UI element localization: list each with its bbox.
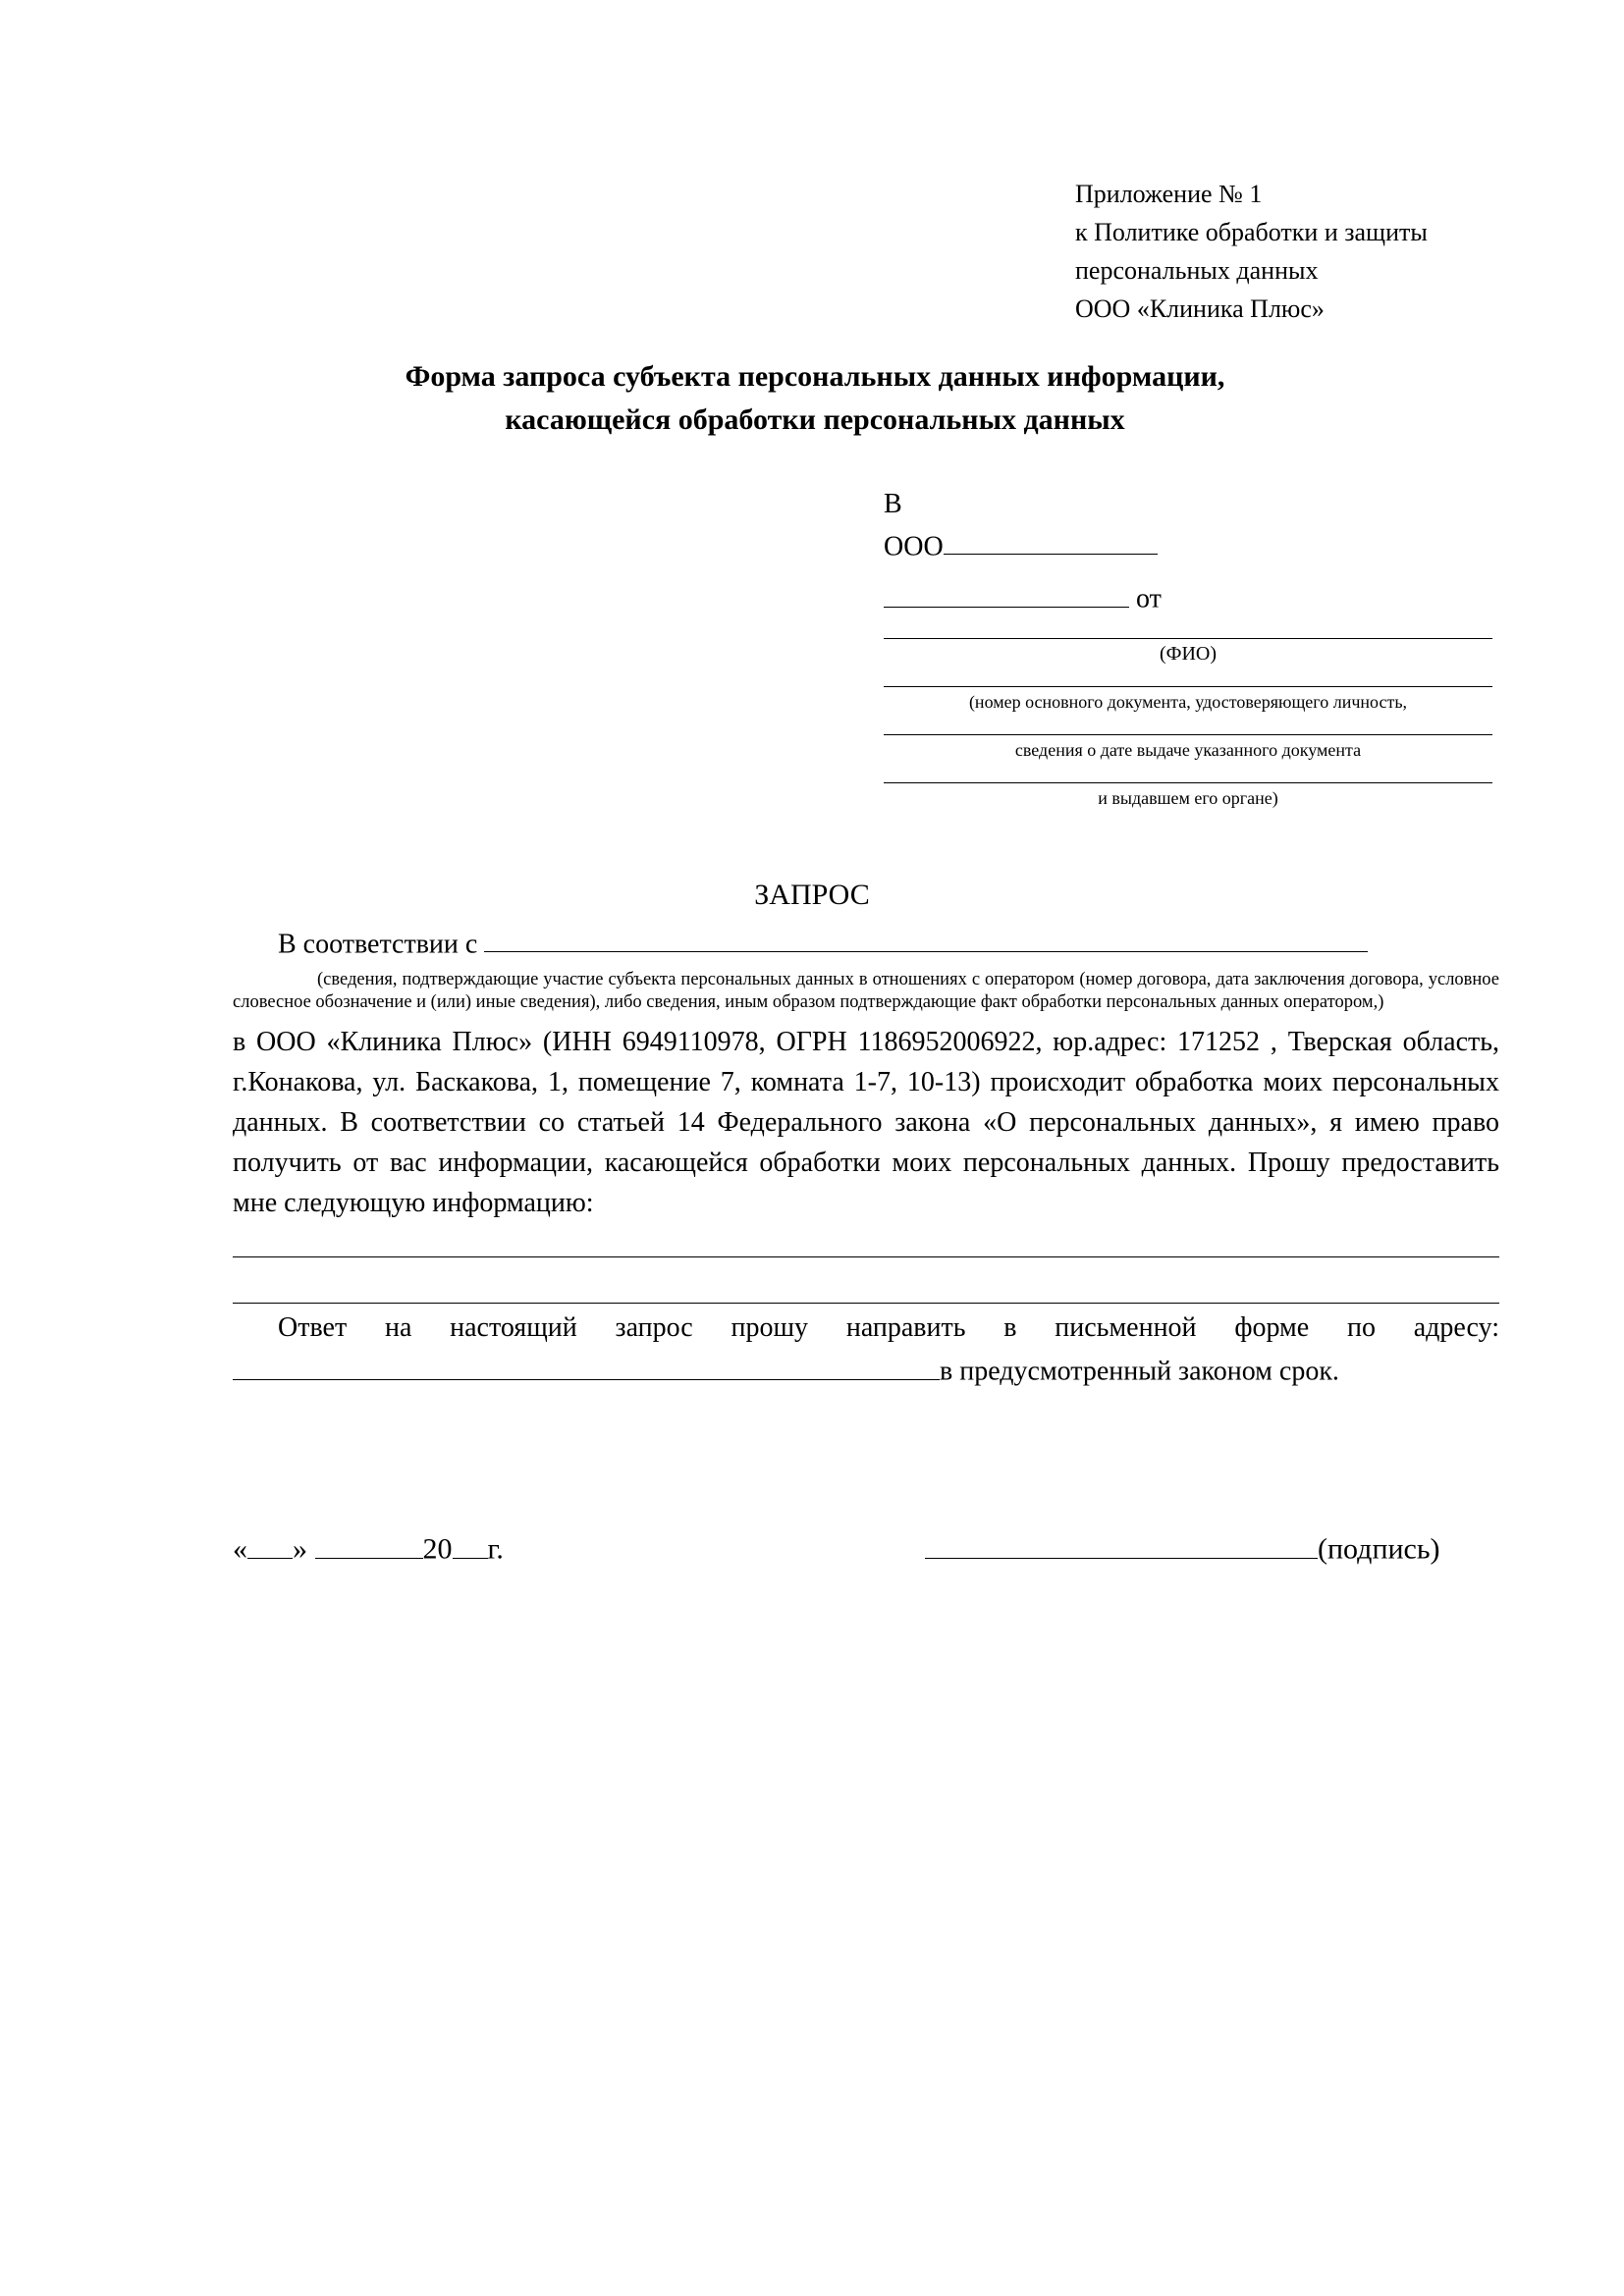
appendix-policy-line-2: персональных данных [1075,256,1319,285]
issuing-authority-caption: и выдавшем его органе) [1098,787,1278,808]
fio-blank-line[interactable] [884,638,1492,639]
appendix-reference-block [1075,175,1586,328]
year-prefix: 20 [422,1532,453,1566]
answer-address-text: Ответ на настоящий запрос прошу направить в письменной форме по адресу: [278,1312,1499,1344]
date-field [233,1526,504,1570]
page-title-line-1: Форма запроса субъекта персональных данных информации, [405,360,1225,393]
signature-blank[interactable] [925,1526,1318,1559]
appendix-policy-line-1: к Политике обработки и защиты [1075,218,1428,246]
addressee-ooo-label: ООО [884,531,944,562]
issuing-authority-blank-line[interactable] [884,782,1492,783]
document-date-caption: сведения о дате выдаче указанного документа [1014,739,1362,760]
year-suffix: г. [487,1532,504,1566]
answer-address-tail: в предусмотренный законом срок. [940,1356,1339,1387]
quote-open: « [233,1532,247,1566]
page-title-line-2: касающейся обработки персональных данных [505,403,1125,436]
document-number-caption: (номер основного документа, удостоверяющего личность, [968,691,1408,712]
addressee-block [884,486,1492,811]
appendix-company: ООО «Клиника Плюс» [1075,294,1325,323]
request-lead-label: В соответствии с [278,929,478,960]
page-title [236,355,1394,442]
addressee-ooo-blank[interactable] [944,525,1158,555]
request-lead-line [233,923,1499,963]
request-main-text: в ООО «Клиника Плюс» (ИНН 6949110978, ОГРН 1186952006922, юр.адрес: 171252 , Тверская область, г.Конакова, ул. Баскакова, 1, помещение 7, комната 1-7, 10-13) происходит обработка моих персональных данных. В соответствии со статьей 14 Федерального закона «О персональных данных», я имею право получить от вас информации, касающейся обработки моих персональных данных. Прошу предоставить мне следующую информацию: [233,1027,1499,1219]
request-body [233,923,1499,1392]
info-blank-line-2[interactable] [233,1303,1499,1304]
request-heading: ЗАПРОС [754,879,870,911]
quote-close: » [293,1532,307,1566]
addressee-from-blank[interactable] [884,577,1129,607]
request-fineprint [233,969,1499,1014]
day-blank[interactable] [247,1526,293,1559]
signature-field [925,1526,1440,1570]
answer-address-line [233,1308,1499,1348]
document-date-blank-line[interactable] [884,734,1492,735]
request-fineprint-text: (сведения, подтверждающие участие субъекта персональных данных в отношениях с оператором (номер договора, дата заключения договора, условное словесное обозначение и (или) иные сведения), либо сведения, иным образом подтверждающие факт обработки персональных данных оператором,) [233,970,1499,1013]
month-blank[interactable] [315,1526,423,1559]
answer-address-blank[interactable] [233,1350,940,1379]
appendix-number: Приложение № 1 [1075,180,1263,208]
fio-caption: (ФИО) [1159,642,1217,665]
addressee-ooo-row [884,525,1492,565]
request-lead-blank[interactable] [484,923,1368,952]
addressee-v-label: В [884,489,902,519]
signature-label: (подпись) [1318,1532,1440,1566]
year-blank[interactable] [453,1526,488,1559]
document-number-blank-line[interactable] [884,686,1492,687]
addressee-from-row [884,577,1492,617]
info-blank-line-1[interactable] [233,1256,1499,1257]
addressee-ot-label: от [1136,583,1162,614]
answer-address-row [233,1350,1499,1391]
